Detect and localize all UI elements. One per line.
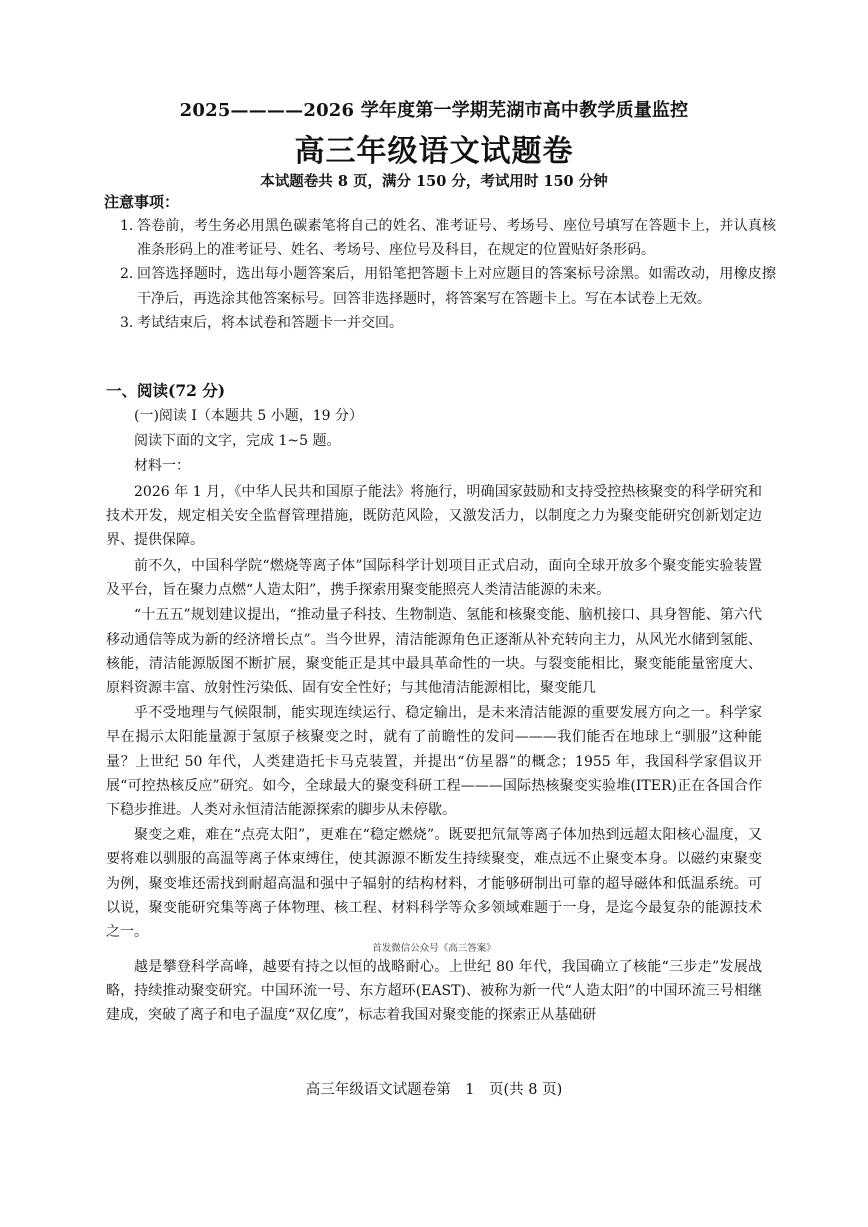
watermark-text: 首发微信公众号《高三答案》: [372, 943, 496, 955]
notice-list: [120, 214, 776, 335]
notice-item-number: 2.: [120, 266, 134, 283]
passage-paragraph: 乎不受地理与气候限制，能实现连续运行、稳定输出，是未来清洁能源的重要发展方向之一。科学家早在揭示太阳能量源于氢原子核聚变之时，就有了前瞻性的发问———我们能否在地球上“驯服”这种能量？上世纪 50 年代，人类建造托卡马克装置，并提出“仿星器”的概念；1955 年，我国科学家倡议开展“可控热核反应”研究。如今，全球最大的聚变科研工程———国际热核聚变实验堆(ITER)正在各国合作下稳步推进。人类对永恒清洁能源探索的脚步从未停歇。: [106, 705, 762, 818]
passage-paragraph: 越是攀登科学高峰，越要有持之以恒的战略耐心。上世纪 80 年代，我国确立了核能“三步走”发展战略，持续推动聚变研究。中国环流一号、东方超环(EAST)、被称为新一代“人造太阳”的中国环流三号相继建成，突破了离子和电子温度“双亿度”，标志着我国对聚变能的探索正从基础研: [106, 959, 762, 1024]
part-info: (一)阅读 I（本题共 5 小题，19 分）: [134, 408, 363, 424]
section-heading: 一、阅读(72 分): [106, 381, 226, 400]
notice-item: [120, 262, 776, 310]
passage-body: [106, 480, 762, 1029]
notice-item-text: 回答选择题时，选出每小题答案后，用铅笔把答题卡上对应题目的答案标号涂黑。如需改动，用橡皮擦干净后，再选涂其他答案标号。回答非选择题时，将答案写在答题卡上。写在本试卷上无效。: [137, 266, 776, 307]
notice-item-text: 答卷前，考生务必用黑色碳素笔将自己的姓名、准考证号、考场号、座位号填写在答题卡上，并认真核准条形码上的准考证号、姓名、考场号、座位号及科目，在规定的位置贴好条形码。: [137, 218, 776, 259]
passage-paragraph: “十五五”规划建议提出，“推动量子科技、生物制造、氢能和核聚变能、脑机接口、具身智能、第六代移动通信等成为新的经济增长点”。当今世界，清洁能源角色正逐渐从补充转向主力，从风光水储到氢能、核能，清洁能源版图不断扩展，聚变能正是其中最具革命性的一块。与裂变能相比，聚变能能量密度大、原料资源丰富、放射性污染低、固有安全性好；与其他清洁能源相比，聚变能几: [106, 607, 762, 696]
passage-paragraph: 前不久，中国科学院“燃烧等离子体”国际科学计划项目正式启动，面向全球开放多个聚变能实验装置及平台，旨在聚力点燃“人造太阳”，携手探索用聚变能照亮人类清洁能源的未来。: [106, 557, 762, 598]
passage-paragraph: 聚变之难，难在“点亮太阳”，更难在“稳定燃烧”。既要把氘氚等离子体加热到远超太阳核心温度，又要将难以驯服的高温等离子体束缚住，使其源源不断发生持续聚变，难点远不止聚变本身。以磁约束聚变为例，聚变堆还需找到耐超高温和强中子辐射的结构材料，才能够研制出可靠的超导磁体和低温系统。可以说，聚变能研究集等离子体物理、核工程、材料科学等众多领域难题于一身，是迄今最复杂的能源技术之一。: [106, 827, 762, 940]
material-label: 材料一：: [134, 458, 190, 474]
notice-item: [120, 214, 776, 262]
passage-paragraph: 2026 年 1 月，《中华人民共和国原子能法》将施行，明确国家鼓励和支持受控热核聚变的科学研究和技术开发，规定相关安全监督管理措施，既防范风险，又激发活力，以制度之力为聚变能研究创新划定边界、提供保障。: [106, 484, 762, 549]
page-title: 高三年级语文试题卷: [294, 134, 574, 169]
notice-item-number: 3.: [120, 314, 134, 331]
notice-item-number: 1.: [120, 218, 134, 234]
notice-heading: 注意事项：: [104, 193, 180, 211]
exam-subtitle: 本试题卷共 8 页，满分 150 分，考试用时 150 分钟: [260, 173, 608, 190]
reading-instruction: 阅读下面的文字，完成 1~5 题。: [134, 433, 341, 449]
exam-header-line: 2025————2026 学年度第一学期芜湖市高中教学质量监控: [179, 100, 689, 121]
page-footer: 高三年级语文试题卷第 1 页(共 8 页): [305, 1082, 563, 1098]
notice-item: [120, 311, 776, 335]
notice-item-text: 考试结束后，将本试卷和答题卡一并交回。: [137, 314, 403, 331]
